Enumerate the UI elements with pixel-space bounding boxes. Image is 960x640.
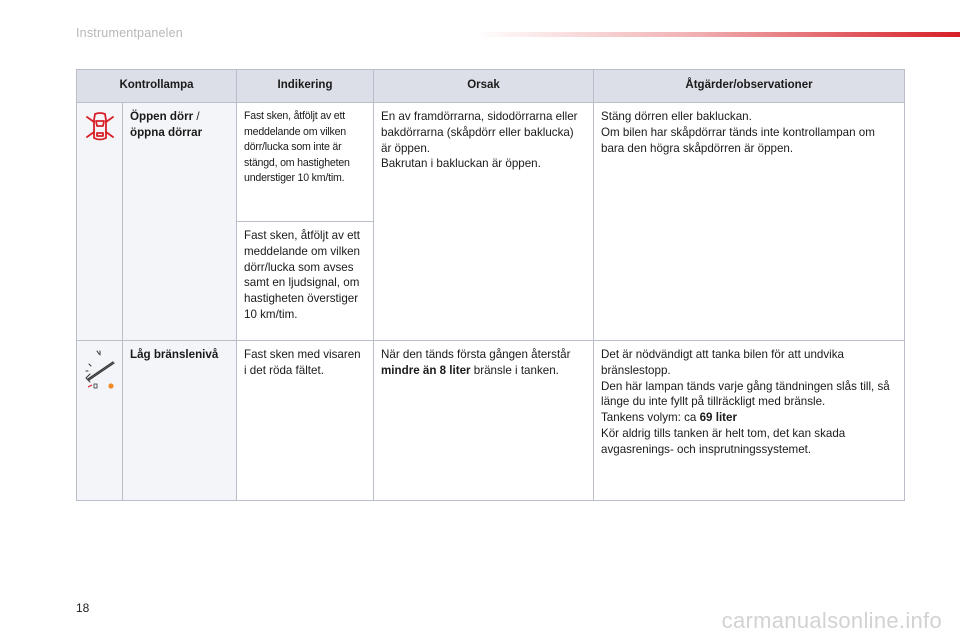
action-cell	[594, 103, 905, 341]
door-open-warning-icon	[83, 109, 117, 150]
lamp-name-separator: /	[193, 110, 200, 123]
action-text-4: Kör aldrig tills tanken är helt tom, det kan skada avgasrenings- och insprutningssystemet.	[601, 426, 846, 456]
cause-cell	[374, 103, 594, 341]
cause-text: När den tänds första gången återstår	[381, 348, 571, 361]
action-text-1: Stäng dörren eller bakluckan.	[601, 110, 752, 123]
indication-cell: Fast sken, åtföljt av ett meddelande om vilken dörr/lucka som avses samt en ljudsignal, om hastigheten överstiger 10 km/tim.	[237, 222, 374, 341]
action-text-1: Det är nödvändigt att tanka bilen för att undvika bränslestopp.	[601, 348, 844, 377]
lamp-name: Låg bränslenivå	[130, 348, 219, 361]
lamp-cell	[77, 341, 123, 501]
section-title: Instrumentpanelen	[76, 26, 183, 40]
cause-text-2: Bakrutan i bakluckan är öppen.	[381, 157, 541, 171]
cause-bold-text: mindre än 8 liter	[381, 363, 471, 377]
cause-cell	[374, 341, 594, 501]
indication-cell: Fast sken, åtföljt av ett meddelande om vilken dörr/lucka som inte är stängd, om hastigheten understiger 10 km/tim.	[237, 103, 374, 222]
header-accent-bar	[475, 32, 960, 37]
lamp-name-cell	[123, 103, 237, 341]
fuel-gauge-icon	[80, 347, 120, 396]
column-header-cause: Orsak	[374, 70, 594, 103]
table-row	[77, 103, 905, 222]
indication-cell: Fast sken med visaren i det röda fältet.	[237, 341, 374, 501]
cause-text-post: bränsle i tanken.	[470, 363, 559, 377]
page-number: 18	[76, 601, 90, 615]
lamp-name: Öppen dörr	[130, 110, 194, 123]
column-header-lamp: Kontrollampa	[77, 70, 237, 103]
action-text-2: Om bilen har skåpdörrar tänds inte kontrollampan om bara den högra skåpdörren är öppen.	[601, 125, 875, 155]
lamp-cell	[77, 103, 123, 341]
watermark: carmanualsonline.info	[721, 608, 942, 633]
warning-lamp-table	[76, 69, 905, 501]
tank-volume-value: 69 liter	[699, 411, 737, 425]
cause-text: En av framdörrarna, sidodörrarna eller bakdörrarna (skåpdörr eller baklucka) är öppen.	[381, 110, 578, 155]
action-text-3: Tankens volym: ca	[601, 411, 697, 425]
lamp-name-cell	[123, 341, 237, 501]
column-header-action: Åtgärder/observationer	[594, 70, 905, 103]
table-header-row	[77, 70, 905, 103]
column-header-indication: Indikering	[237, 70, 374, 103]
action-cell	[594, 341, 905, 501]
lamp-name-line2: öppna dörrar	[130, 125, 203, 139]
action-text-2: Den här lampan tänds varje gång tändningen slås till, så länge du inte fyllt på tillräckligt med bränsle.	[601, 379, 890, 409]
table-row	[77, 341, 905, 501]
